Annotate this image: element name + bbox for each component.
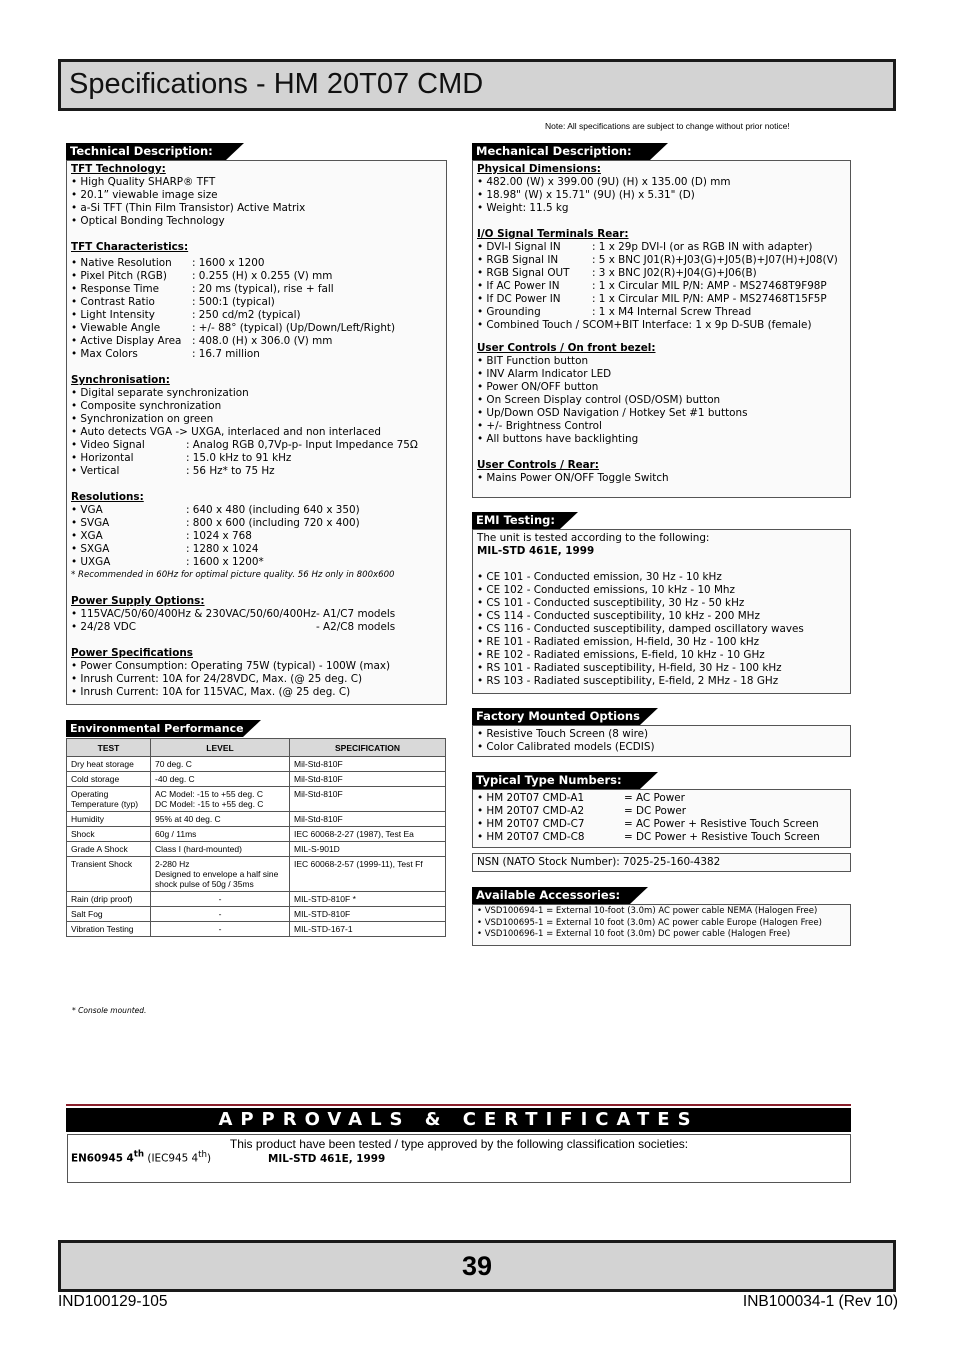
list-item: • Auto detects VGA -> UXGA, interlaced and non interlaced: [71, 426, 381, 438]
spec-row-value: : 16.7 million: [192, 348, 260, 360]
env-cell-level: 95% at 40 deg. C: [151, 812, 290, 827]
types-list: [477, 792, 846, 844]
emi-standard: MIL-STD 461E, 1999: [477, 545, 595, 557]
env-cell-test: Transient Shock: [67, 857, 151, 892]
nsn-number: NSN (NATO Stock Number): 7025-25-160-4382: [477, 856, 721, 868]
spec-row-value: : 1600 x 1200: [192, 257, 265, 269]
spec-row-key: • Viewable Angle: [71, 322, 161, 334]
footer-doc-id-left: IND100129-105: [58, 1293, 168, 1310]
env-cell-spec: MIL-STD-167-1: [290, 922, 446, 937]
spec-row: [71, 439, 442, 452]
spec-row: [71, 530, 442, 543]
spec-row: [477, 805, 846, 818]
spec-row: [477, 280, 846, 293]
list-item: • Power ON/OFF button: [477, 381, 599, 393]
list-item: • CS 101 - Conducted susceptibility, 30 Hz - 50 kHz: [477, 597, 745, 609]
emi-box: [472, 529, 851, 694]
env-col-level: LEVEL: [151, 739, 290, 757]
spec-row-key: • UXGA: [71, 556, 111, 568]
front-controls-list: [477, 355, 846, 446]
approvals-en60945: EN60945 4th (IEC945 4th): [71, 1150, 212, 1165]
list-item: • Up/Down OSD Navigation / Hotkey Set #1 buttons: [477, 407, 748, 419]
list-item: • All buttons have backlighting: [477, 433, 639, 445]
env-footnote: * Console mounted.: [72, 1006, 147, 1015]
sync-kv-list: [71, 439, 442, 478]
spec-row-value: : 500:1 (typical): [192, 296, 275, 308]
env-cell-spec: MIL-STD-810F: [290, 907, 446, 922]
list-item: • VSD100696-1 = External 10 foot (3.0m) DC power cable (Halogen Free): [477, 929, 791, 939]
env-cell-level: 60g / 11ms: [151, 827, 290, 842]
spec-row-key: • Contrast Ratio: [71, 296, 155, 308]
spec-row-key: • Active Display Area: [71, 335, 182, 347]
spec-row-key: • Light Intensity: [71, 309, 155, 321]
env-cell-spec: IEC 60068-2-57 (1999-11), Test Ff: [290, 857, 446, 892]
spec-row-value: = DC Power + Resistive Touch Screen: [624, 831, 820, 843]
page-number-bar: [58, 1240, 896, 1292]
list-item: • Inrush Current: 10A for 115VAC, Max. (@ 25 deg. C): [71, 686, 351, 698]
table-row: [67, 812, 446, 827]
spec-row: [477, 241, 846, 254]
spec-row-value: : 1600 x 1200*: [186, 556, 264, 568]
spec-row-key: • HM 20T07 CMD-A2: [477, 805, 585, 817]
factory-box: [472, 725, 851, 757]
list-item: • Weight: 11.5 kg: [477, 202, 569, 214]
psu-title: Power Supply Options:: [71, 595, 205, 607]
env-cell-level: -: [151, 907, 290, 922]
rear-controls-title: User Controls / Rear:: [477, 459, 599, 471]
list-item: • BIT Function button: [477, 355, 589, 367]
spec-row-key: • Max Colors: [71, 348, 138, 360]
spec-row-value: : 1 x 29p DVI-I (or as RGB IN with adapter): [592, 241, 813, 253]
spec-row-value: : 250 cd/m2 (typical): [192, 309, 301, 321]
spec-row-key: • RGB Signal OUT: [477, 267, 570, 279]
spec-row-value: : 1 x Circular MIL P/N: AMP - MS27468T9F98P: [592, 280, 827, 292]
spec-row-key: • 115VAC/50/60/400Hz & 230VAC/50/60/400Hz: [71, 608, 317, 620]
spec-row-value: : 408.0 (H) x 306.0 (V) mm: [192, 335, 333, 347]
footer-doc-id-right: INB100034-1 (Rev 10): [742, 1293, 898, 1310]
env-cell-test: Rain (drip proof): [67, 892, 151, 907]
table-row: [67, 757, 446, 772]
env-col-spec: SPECIFICATION: [290, 739, 446, 757]
list-item: • a-Si TFT (Thin Film Transistor) Active Matrix: [71, 202, 306, 214]
spec-row-key: • Grounding: [477, 306, 541, 318]
env-table: [66, 738, 446, 937]
dim-title: Physical Dimensions:: [477, 163, 601, 175]
list-item: • RS 103 - Radiated susceptibility, E-field, 2 MHz - 18 GHz: [477, 675, 779, 687]
spec-row-key: • Vertical: [71, 465, 120, 477]
sync-list: [71, 387, 442, 439]
env-cell-test: Salt Fog: [67, 907, 151, 922]
spec-row-value: : 1280 x 1024: [186, 543, 259, 555]
spec-row: [71, 504, 442, 517]
env-cell-spec: Mil-Std-810F: [290, 787, 446, 812]
spec-row: [477, 306, 846, 319]
list-item: • RE 101 - Radiated emission, H-field, 30 Hz - 100 kHz: [477, 636, 760, 648]
approvals-box: [67, 1134, 851, 1183]
res-note: * Recommended in 60Hz for optimal picture quality. 56 Hz only in 800x600: [71, 570, 395, 580]
spec-row: [71, 348, 442, 361]
env-cell-level: 2-280 Hz Designed to envelope a half sine shock pulse of 50g / 35ms: [151, 857, 290, 892]
rear-controls-list: [477, 472, 846, 485]
spec-row-value: = AC Power: [624, 792, 685, 804]
spec-row: [71, 621, 442, 634]
spec-row-key: • SVGA: [71, 517, 110, 529]
io-extra: • Combined Touch / SCOM+BIT Interface: 1 x 9p D-SUB (female): [477, 319, 812, 331]
spec-row-key: • If AC Power IN: [477, 280, 560, 292]
spec-row-value: : Analog RGB 0,7Vp-p- Input Impedance 75Ω: [186, 439, 418, 451]
list-item: • 482.00 (W) x 399.00 (9U) (H) x 135.00 (D) mm: [477, 176, 731, 188]
list-item: • Color Calibrated models (ECDIS): [477, 741, 655, 753]
spec-row: [71, 322, 442, 335]
list-item: • Resistive Touch Screen (8 wire): [477, 728, 649, 740]
spec-row-key: • DVI-I Signal IN: [477, 241, 561, 253]
spec-row-key: • XGA: [71, 530, 103, 542]
spec-row-key: • Pixel Pitch (RGB): [71, 270, 167, 282]
list-item: • High Quality SHARP® TFT: [71, 176, 216, 188]
spec-row: [477, 818, 846, 831]
emi-intro: The unit is tested according to the following:: [477, 532, 710, 544]
env-cell-test: Vibration Testing: [67, 922, 151, 937]
spec-row-value: : 800 x 600 (including 720 x 400): [186, 517, 360, 529]
table-row: [67, 827, 446, 842]
spec-row: [71, 257, 442, 270]
page-number: 39: [461, 1251, 493, 1281]
tft-tech-title: TFT Technology:: [71, 163, 166, 175]
res-title: Resolutions:: [71, 491, 144, 503]
env-cell-spec: IEC 60068-2-27 (1987), Test Ea: [290, 827, 446, 842]
env-cell-spec: MIL-STD-810F *: [290, 892, 446, 907]
page-title-bar: [58, 59, 896, 111]
approvals-intro: This product have been tested / type approved by the following classification societies:: [229, 1137, 689, 1151]
spec-row-key: • RGB Signal IN: [477, 254, 559, 266]
types-box: [472, 789, 851, 848]
env-cell-test: Dry heat storage: [67, 757, 151, 772]
tft-char-title: TFT Characteristics:: [71, 241, 189, 253]
env-cell-spec: MIL-S-901D: [290, 842, 446, 857]
spec-row-value: : 3 x BNC J02(R)+J04(G)+J06(B): [592, 267, 757, 279]
spec-row: [477, 293, 846, 306]
spec-row-key: • Video Signal: [71, 439, 145, 451]
list-item: • Digital separate synchronization: [71, 387, 249, 399]
table-row: [67, 787, 446, 812]
spec-row-value: : +/- 88° (typical) (Up/Down/Left/Right): [192, 322, 396, 334]
table-row: [67, 922, 446, 937]
list-item: • Synchronization on green: [71, 413, 214, 425]
list-item: • VSD100694-1 = External 10-foot (3.0m) AC power cable NEMA (Halogen Free): [477, 906, 818, 916]
table-row: [67, 892, 446, 907]
factory-list: [477, 728, 846, 754]
spec-row: [71, 465, 442, 478]
spec-row-value: : 15.0 kHz to 91 kHz: [186, 452, 292, 464]
table-row: [67, 772, 446, 787]
technical-box: [66, 160, 447, 705]
approvals-divider: [66, 1104, 851, 1106]
env-cell-level: -: [151, 922, 290, 937]
list-item: • 20.1” viewable image size: [71, 189, 218, 201]
spec-row-key: • Native Resolution: [71, 257, 172, 269]
env-cell-level: -40 deg. C: [151, 772, 290, 787]
nsn-box: [472, 853, 851, 872]
spec-row: [71, 556, 442, 569]
spec-row: [71, 283, 442, 296]
spec-row-key: • VGA: [71, 504, 103, 516]
spec-row-value: : 20 ms (typical), rise + fall: [192, 283, 334, 295]
tft-char-list: [71, 257, 442, 361]
list-item: • INV Alarm Indicator LED: [477, 368, 612, 380]
spec-row-value: : 1 x Circular MIL P/N: AMP - MS27468T15F5P: [592, 293, 827, 305]
spec-row: [71, 543, 442, 556]
table-row: [67, 842, 446, 857]
list-item: • Optical Bonding Technology: [71, 215, 225, 227]
approvals-mil-std: MIL-STD 461E, 1999: [268, 1153, 386, 1165]
env-cell-level: -: [151, 892, 290, 907]
spec-row-value: : 1 x M4 Internal Screw Thread: [592, 306, 752, 318]
spec-row-key: • If DC Power IN: [477, 293, 561, 305]
env-cell-spec: Mil-Std-810F: [290, 757, 446, 772]
io-list: [477, 241, 846, 319]
io-title: I/O Signal Terminals Rear:: [477, 228, 629, 240]
page-title: Specifications - HM 20T07 CMD: [69, 68, 484, 100]
list-item: • CS 116 - Conducted susceptibility, damped oscillatory waves: [477, 623, 804, 635]
list-item: • CE 101 - Conducted emission, 30 Hz - 10 kHz: [477, 571, 722, 583]
power-spec-list: [71, 660, 442, 699]
spec-row: [477, 792, 846, 805]
env-cell-test: Operating Temperature (typ): [67, 787, 151, 812]
front-controls-title: User Controls / On front bezel:: [477, 342, 656, 354]
spec-row-value: = AC Power + Resistive Touch Screen: [624, 818, 819, 830]
env-cell-test: Cold storage: [67, 772, 151, 787]
spec-row-value: : 0.255 (H) x 0.255 (V) mm: [192, 270, 333, 282]
spec-row-key: • SXGA: [71, 543, 110, 555]
list-item: • CE 102 - Conducted emissions, 10 kHz - 10 Mhz: [477, 584, 735, 596]
list-item: • Composite synchronization: [71, 400, 222, 412]
env-cell-spec: Mil-Std-810F: [290, 812, 446, 827]
spec-row-value: - A1/C7 models: [316, 608, 396, 620]
spec-row-value: : 1024 x 768: [186, 530, 252, 542]
accessories-box: [472, 904, 851, 946]
list-item: • Power Consumption: Operating 75W (typical) - 100W (max): [71, 660, 391, 672]
mechanical-box: [472, 160, 851, 498]
list-item: • +/- Brightness Control: [477, 420, 602, 432]
spec-row: [71, 270, 442, 283]
list-item: • Inrush Current: 10A for 24/28VDC, Max. (@ 25 deg. C): [71, 673, 363, 685]
spec-row-value: : 56 Hz* to 75 Hz: [186, 465, 275, 477]
spec-row-key: • Response Time: [71, 283, 160, 295]
emi-list: [477, 571, 846, 688]
list-item: • 18.98" (W) x 15.71" (9U) (H) x 5.31" (D): [477, 189, 695, 201]
spec-row: [71, 335, 442, 348]
power-spec-title: Power Specifications: [71, 647, 193, 659]
env-cell-test: Humidity: [67, 812, 151, 827]
spec-row-key: • HM 20T07 CMD-C7: [477, 818, 585, 830]
spec-row: [71, 309, 442, 322]
table-row: [67, 907, 446, 922]
env-cell-test: Grade A Shock: [67, 842, 151, 857]
dim-list: [477, 176, 846, 215]
spec-row-value: : 5 x BNC J01(R)+J03(G)+J05(B)+J07(H)+J08(V): [592, 254, 838, 266]
list-item: • Mains Power ON/OFF Toggle Switch: [477, 472, 669, 484]
sync-title: Synchronisation:: [71, 374, 170, 386]
spec-row: [477, 254, 846, 267]
psu-list: [71, 608, 442, 634]
tft-tech-list: [71, 176, 442, 228]
env-cell-test: Shock: [67, 827, 151, 842]
spec-row: [71, 608, 442, 621]
spec-row-key: • Horizontal: [71, 452, 134, 464]
spec-row: [477, 831, 846, 844]
spec-note: Note: All specifications are subject to change without prior notice!: [545, 121, 790, 131]
spec-row-value: = DC Power: [624, 805, 686, 817]
list-item: • CS 114 - Conducted susceptibility, 10 kHz - 200 MHz: [477, 610, 760, 622]
spec-row: [71, 517, 442, 530]
spec-row-key: • HM 20T07 CMD-C8: [477, 831, 585, 843]
spec-row-value: - A2/C8 models: [316, 621, 396, 633]
env-cell-spec: Mil-Std-810F: [290, 772, 446, 787]
list-item: • On Screen Display control (OSD/OSM) button: [477, 394, 721, 406]
env-cell-level: AC Model: -15 to +55 deg. C DC Model: -15 to +55 deg. C: [151, 787, 290, 812]
accessories-list: [477, 906, 846, 941]
table-row: [67, 857, 446, 892]
res-list: [71, 504, 442, 569]
list-item: • RS 101 - Radiated susceptibility, H-field, 30 Hz - 100 kHz: [477, 662, 782, 674]
list-item: • VSD100695-1 = External 10 foot (3.0m) AC power cable Europe (Halogen Free): [477, 917, 822, 928]
spec-row: [71, 296, 442, 309]
spec-row-key: • HM 20T07 CMD-A1: [477, 792, 585, 804]
spec-row: [477, 267, 846, 280]
env-cell-level: 70 deg. C: [151, 757, 290, 772]
spec-row-value: : 640 x 480 (including 640 x 350): [186, 504, 360, 516]
spec-row-key: • 24/28 VDC: [71, 621, 137, 633]
spec-row: [71, 452, 442, 465]
list-item: • RE 102 - Radiated emissions, E-field, 10 kHz - 10 GHz: [477, 649, 765, 661]
approvals-title: APPROVALS & CERTIFICATES: [66, 1108, 851, 1132]
env-col-test: TEST: [67, 739, 151, 757]
env-cell-level: Class I (hard-mounted): [151, 842, 290, 857]
